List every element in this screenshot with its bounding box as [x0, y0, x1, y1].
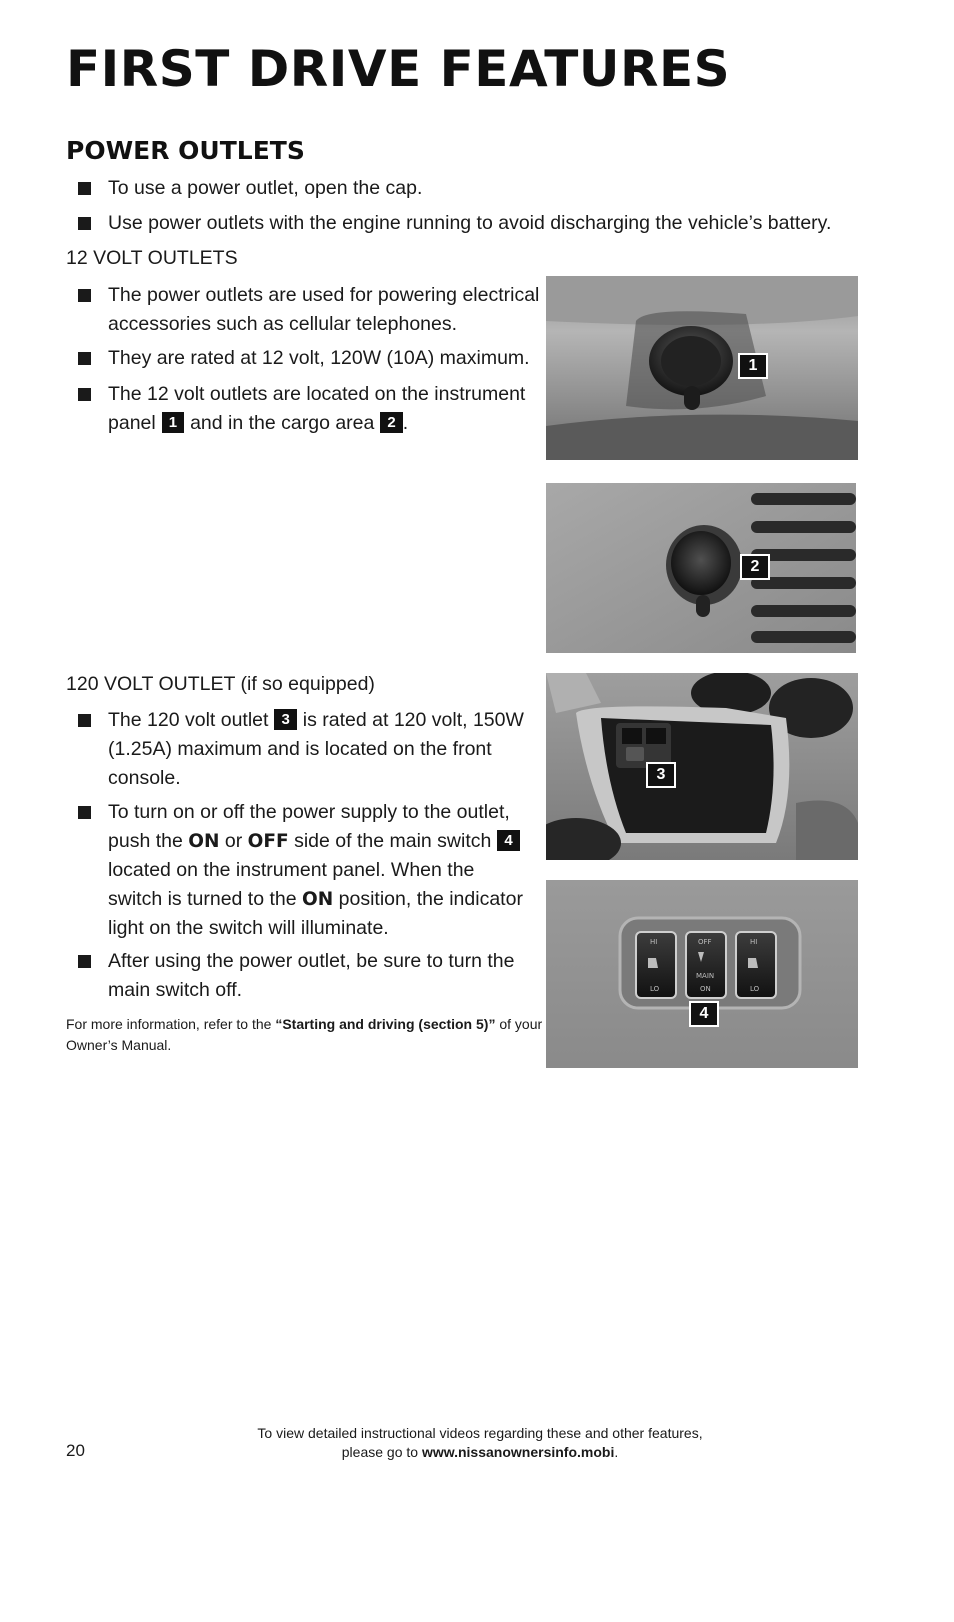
twelve-volt-heading: 12 VOLT OUTLETS — [66, 247, 238, 269]
bullet-text-part: and in the cargo area — [190, 412, 375, 434]
bullet-text-part: The 120 volt outlet — [108, 709, 269, 731]
switch-lo-label: LO — [650, 985, 660, 993]
bullet-square-icon — [78, 714, 91, 727]
one-twenty-volt-bullet-3 — [78, 947, 530, 1005]
section-title: POWER OUTLETS — [66, 136, 305, 165]
switch-photo-illustration — [546, 880, 858, 1068]
bullet-square-icon — [78, 182, 91, 195]
on-keyword: ON — [188, 831, 220, 852]
one-twenty-volt-heading: 120 VOLT OUTLET (if so equipped) — [66, 673, 375, 695]
bullet-text — [108, 380, 548, 438]
bullet-text: The power outlets are used for powering electrical accessories such as cellular telephones. — [108, 284, 540, 335]
callout-badge-4: 4 — [497, 830, 519, 851]
bullet-text — [108, 706, 528, 793]
bullet-text-part: To turn on or off the power supply to the outlet, push the — [108, 801, 510, 852]
bullet-square-icon — [78, 352, 91, 365]
footnote — [66, 1014, 546, 1056]
instrument-panel-outlet-photo — [546, 276, 858, 460]
one-twenty-volt-bullet-2 — [78, 798, 530, 943]
footer-line-2-suffix: . — [614, 1444, 619, 1460]
bullet-text: After using the power outlet, be sure to turn the main switch off. — [108, 950, 515, 1001]
twelve-volt-bullet-1 — [78, 281, 548, 339]
page-title: FIRST DRIVE FEATURES — [66, 40, 731, 98]
switch-lo-label: LO — [750, 985, 760, 993]
twelve-volt-bullet-3 — [78, 380, 548, 438]
main-switch-photo — [546, 880, 858, 1068]
one-twenty-volt-bullet-1 — [78, 706, 528, 793]
footer-line-1: To view detailed instructional videos regarding these and other features, — [257, 1425, 703, 1441]
bullet-square-icon — [78, 388, 91, 401]
bullet-text: To use a power outlet, open the cap. — [108, 177, 423, 199]
switch-hi-label: HI — [650, 938, 658, 946]
bullet-text-part: . — [402, 412, 409, 434]
outlet-photo-illustration — [546, 483, 856, 653]
off-keyword: OFF — [247, 831, 289, 852]
photo-label-2: 2 — [740, 554, 770, 580]
bullet-text: Use power outlets with the engine running to avoid discharging the vehicle’s battery. — [108, 212, 832, 234]
photo-label-1: 1 — [738, 353, 768, 379]
switch-main-label: MAIN — [696, 972, 715, 980]
cargo-area-outlet-photo — [546, 483, 856, 653]
outlet-photo-illustration — [546, 673, 858, 860]
bullet-text-part: located on the instrument panel. When the switch is turned to the — [108, 859, 475, 910]
footer-line-2-prefix: please go to — [341, 1444, 419, 1460]
bullet-square-icon — [78, 955, 91, 968]
bullet-square-icon — [78, 289, 91, 302]
bullet-square-icon — [78, 217, 91, 230]
bullet-text-part: The 12 volt outlets are located on the instrument panel — [108, 383, 526, 434]
switch-off-label: OFF — [698, 938, 712, 946]
footnote-reference: “Starting and driving (section 5)” — [275, 1016, 496, 1032]
photo-label-4: 4 — [689, 1001, 719, 1027]
footer-line-2 — [200, 1443, 760, 1462]
bullet-square-icon — [78, 806, 91, 819]
bullet-text-part: side of the main switch — [294, 830, 492, 852]
bullet-text-part: or — [224, 830, 243, 852]
callout-badge-3: 3 — [274, 709, 296, 730]
switch-hi-label: HI — [750, 938, 758, 946]
photo-label-3: 3 — [646, 762, 676, 788]
intro-bullet-1 — [78, 174, 422, 203]
footer — [200, 1424, 760, 1462]
front-console-outlet-photo — [546, 673, 858, 860]
callout-badge-2: 2 — [380, 412, 402, 433]
twelve-volt-bullet-2 — [78, 344, 548, 373]
on-keyword: ON — [302, 889, 334, 910]
bullet-text — [108, 798, 530, 943]
callout-badge-1: 1 — [162, 412, 184, 433]
footer-url-link[interactable]: www.nissanownersinfo.mobi — [421, 1444, 615, 1460]
page-number: 20 — [66, 1441, 85, 1460]
bullet-text-part: is rated at 120 volt, 150W (1.25A) maximum and is located on the front console. — [108, 709, 524, 789]
switch-on-label: ON — [700, 985, 711, 993]
bullet-text: They are rated at 12 volt, 120W (10A) maximum. — [108, 347, 530, 369]
footnote-prefix: For more information, refer to the — [66, 1016, 272, 1032]
bullet-text-part: position, the indicator light on the switch will illuminate. — [108, 888, 523, 939]
footnote-suffix: of your Owner’s Manual. — [66, 1016, 543, 1053]
outlet-photo-illustration — [546, 276, 858, 460]
intro-bullet-2 — [78, 209, 831, 238]
